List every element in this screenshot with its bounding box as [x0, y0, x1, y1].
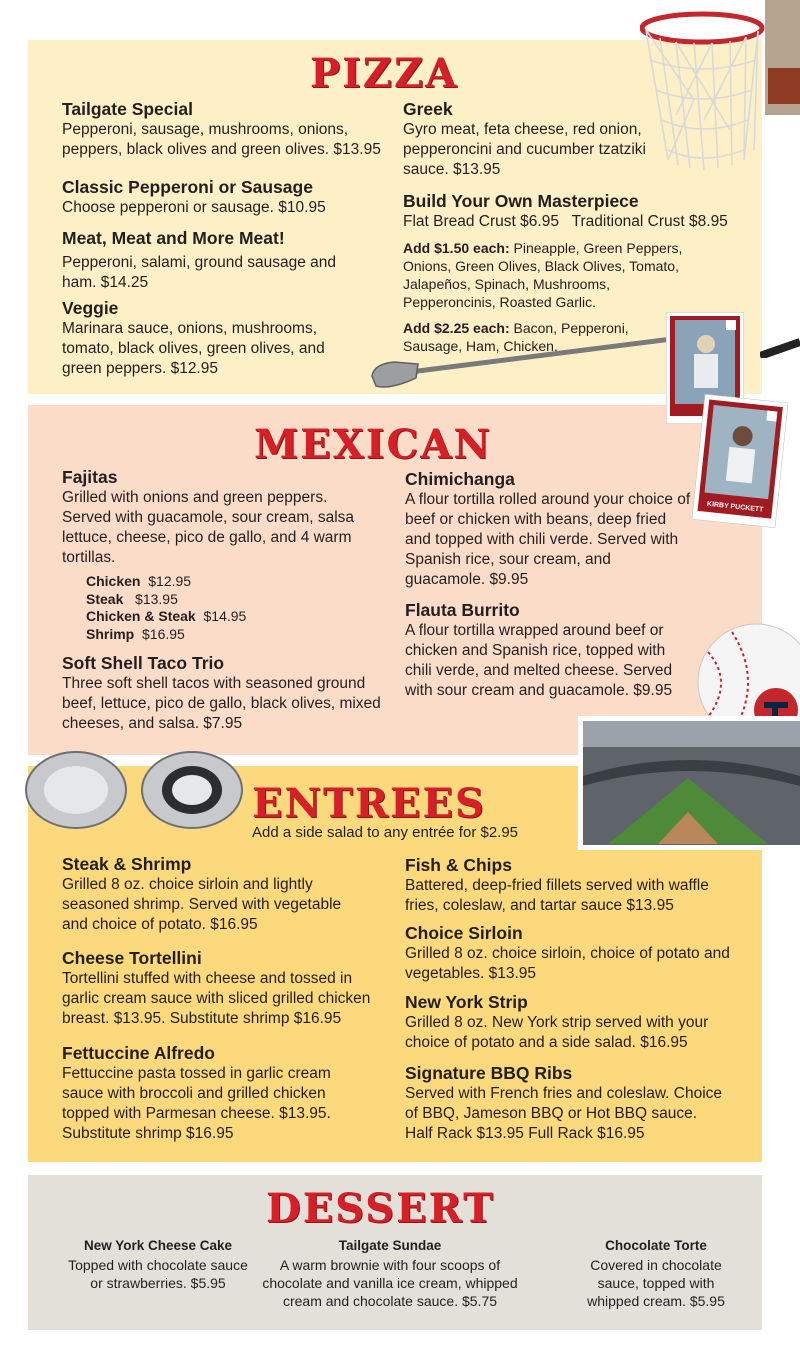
championship-rings-image: [20, 748, 250, 834]
item-description: Marinara sauce, onions, mushrooms, tomato, black olives, green olives, and green peppers. $12.95: [62, 320, 325, 378]
item-name: Classic Pepperoni or Sausage: [62, 177, 313, 197]
item-name: Veggie: [62, 298, 119, 318]
menu-item: [62, 948, 382, 1029]
item-name: Tailgate Sundae: [338, 1238, 442, 1253]
menu-item: [62, 467, 362, 568]
option-price: $16.95: [142, 625, 185, 642]
option-row: [86, 591, 306, 609]
item-description: Choose pepperoni or sausage. $10.95: [62, 199, 326, 217]
pizza-title: PIZZA: [310, 50, 459, 97]
baseball-card-label: KIRBY PUCKETT: [706, 500, 764, 514]
item-name: Meat, Meat and More Meat!: [62, 228, 285, 248]
option-price: $12.95: [148, 573, 192, 589]
menu-item: [62, 854, 362, 935]
addon-label: Add $1.50 each:: [403, 240, 510, 256]
item-description: Grilled with onions and green peppers. Served with guacamole, sour cream, salsa lettuce, cheese, pico de gallo, and 4 warm tortillas.: [62, 489, 355, 567]
addon-label: Add $2.25 each:: [403, 320, 510, 336]
option-row: [86, 626, 306, 644]
item-description: Covered in chocolate sauce, topped with whipped cream. $5.95: [587, 1257, 725, 1309]
menu-item: [62, 298, 362, 379]
menu-item: [403, 191, 763, 232]
option-name: Chicken & Steak: [86, 608, 196, 624]
menu-item: [405, 855, 745, 916]
item-name: Chocolate Torte: [605, 1238, 707, 1253]
item-description: Gyro meat, feta cheese, red onion, pepperoncini and cucumber tzatziki sauce. $13.95: [403, 121, 646, 179]
option-row: [86, 608, 306, 626]
menu-item: [405, 1063, 725, 1144]
item-name: Greek: [403, 99, 453, 119]
basketball-hoop-image: [640, 0, 800, 175]
item-name: Steak & Shrimp: [62, 854, 192, 874]
entrees-title: ENTREES: [252, 780, 486, 827]
dessert-item: [68, 1237, 248, 1292]
item-name: New York Cheese Cake: [83, 1238, 233, 1253]
item-description: Pepperoni, sausage, mushrooms, onions, peppers, black olives and green olives. $13.95: [62, 121, 381, 159]
option-name: Shrimp: [86, 625, 135, 642]
mexican-section: [28, 405, 762, 755]
option-name: Chicken: [86, 573, 141, 589]
item-name: Soft Shell Taco Trio: [62, 653, 225, 673]
item-description: A warm brownie with four scoops of chocolate and vanilla ice cream, whipped cream and chocolate sauce. $5.75: [262, 1257, 518, 1309]
option-price: $14.95: [203, 608, 247, 624]
item-name: Tailgate Special: [62, 99, 193, 119]
dessert-item: [576, 1237, 736, 1310]
item-name: New York Strip: [405, 992, 528, 1012]
golf-club-image: [370, 334, 680, 394]
menu-item: [62, 99, 382, 160]
item-description: Grilled 8 oz. choice sirloin and lightly seasoned shrimp. Served with vegetable and choice of potato. $16.95: [62, 876, 342, 934]
menu-item: [62, 228, 362, 293]
item-name: Fish & Chips: [405, 855, 512, 875]
item-description: Battered, deep-fried fillets served with waffle fries, coleslaw, and tartar sauce $13.95: [405, 877, 709, 915]
dessert-title: DESSERT: [266, 1185, 495, 1232]
item-description: A flour tortilla rolled around your choice of beef or chicken with beans, deep fried and topped with chili verde. Served with Spanish rice, sour cream, and guacamole. $9.95: [405, 491, 691, 589]
item-description: Grilled 8 oz. choice sirloin, choice of potato and vegetables. $13.95: [405, 945, 730, 983]
item-description: Fettuccine pasta tossed in garlic cream sauce with broccoli and grilled chicken topped with Parmesan cheese. $13.95. Substitute shrimp $16.95: [62, 1065, 331, 1143]
dessert-item: [250, 1237, 530, 1310]
addon-text: Pineapple, Green Peppers, Onions, Green Olives, Black Olives, Tomato, Jalapeños, Spinach, Mushrooms, Pepperoncinis, Roasted Garlic.: [403, 240, 683, 310]
menu-item: [62, 177, 382, 218]
menu-item: [405, 992, 745, 1053]
menu-item: [62, 1043, 362, 1144]
item-description: A flour tortilla wrapped around beef or chicken and Spanish rice, topped with chili verde, and melted cheese. Served with sour cream and guacamole. $9.95: [405, 622, 673, 700]
addon-text: Bacon, Pepperoni, Sausage, Ham, Chicken.: [403, 320, 629, 354]
side-salad-note: Add a side salad to any entrée for $2.95: [252, 824, 519, 841]
option-price: $13.95: [135, 590, 178, 607]
item-description: Topped with chocolate sauce or strawberries. $5.95: [68, 1257, 248, 1291]
golf-club-grip-image: [760, 330, 800, 358]
item-description: Flat Bread Crust $6.95 Traditional Crust $8.95: [403, 213, 728, 231]
menu-item: [405, 469, 695, 590]
fajita-options: [86, 573, 306, 643]
item-description: Served with French fries and coleslaw. Choice of BBQ, Jameson BBQ or Hot BBQ sauce. Half Rack $13.95 Full Rack $16.95: [405, 1085, 723, 1143]
mexican-title: MEXICAN: [254, 421, 492, 468]
baseball-stadium-photo: [578, 716, 800, 850]
item-description: Tortellini stuffed with cheese and tossed in garlic cream sauce with sliced grilled chicken breast. $13.95. Substitute shrimp $16.95: [62, 970, 371, 1028]
item-name: Flauta Burrito: [405, 600, 520, 620]
item-name: Signature BBQ Ribs: [405, 1063, 573, 1083]
menu-item: [62, 653, 382, 734]
item-name: Choice Sirloin: [405, 923, 523, 943]
option-row: [86, 573, 306, 591]
item-name: Chimichanga: [405, 469, 515, 489]
addon-list: [403, 239, 703, 311]
item-description: Grilled 8 oz. New York strip served with your choice of potato and a side salad. $16.95: [405, 1014, 709, 1052]
item-description: Pepperoni, salami, ground sausage and ham. $14.25: [62, 254, 337, 292]
menu-item: [405, 923, 735, 984]
dessert-section: [28, 1175, 762, 1330]
option-name: Steak: [86, 590, 124, 607]
item-name: Cheese Tortellini: [62, 948, 202, 968]
menu-item: [405, 600, 695, 701]
baseball-card-image: [692, 394, 789, 528]
item-description: Three soft shell tacos with seasoned ground beef, lettuce, pico de gallo, black olives, mixed cheeses, and salsa. $7.95: [62, 675, 381, 733]
item-name: Fajitas: [62, 467, 118, 487]
item-name: Fettuccine Alfredo: [62, 1043, 215, 1063]
item-name: Build Your Own Masterpiece: [403, 191, 639, 211]
